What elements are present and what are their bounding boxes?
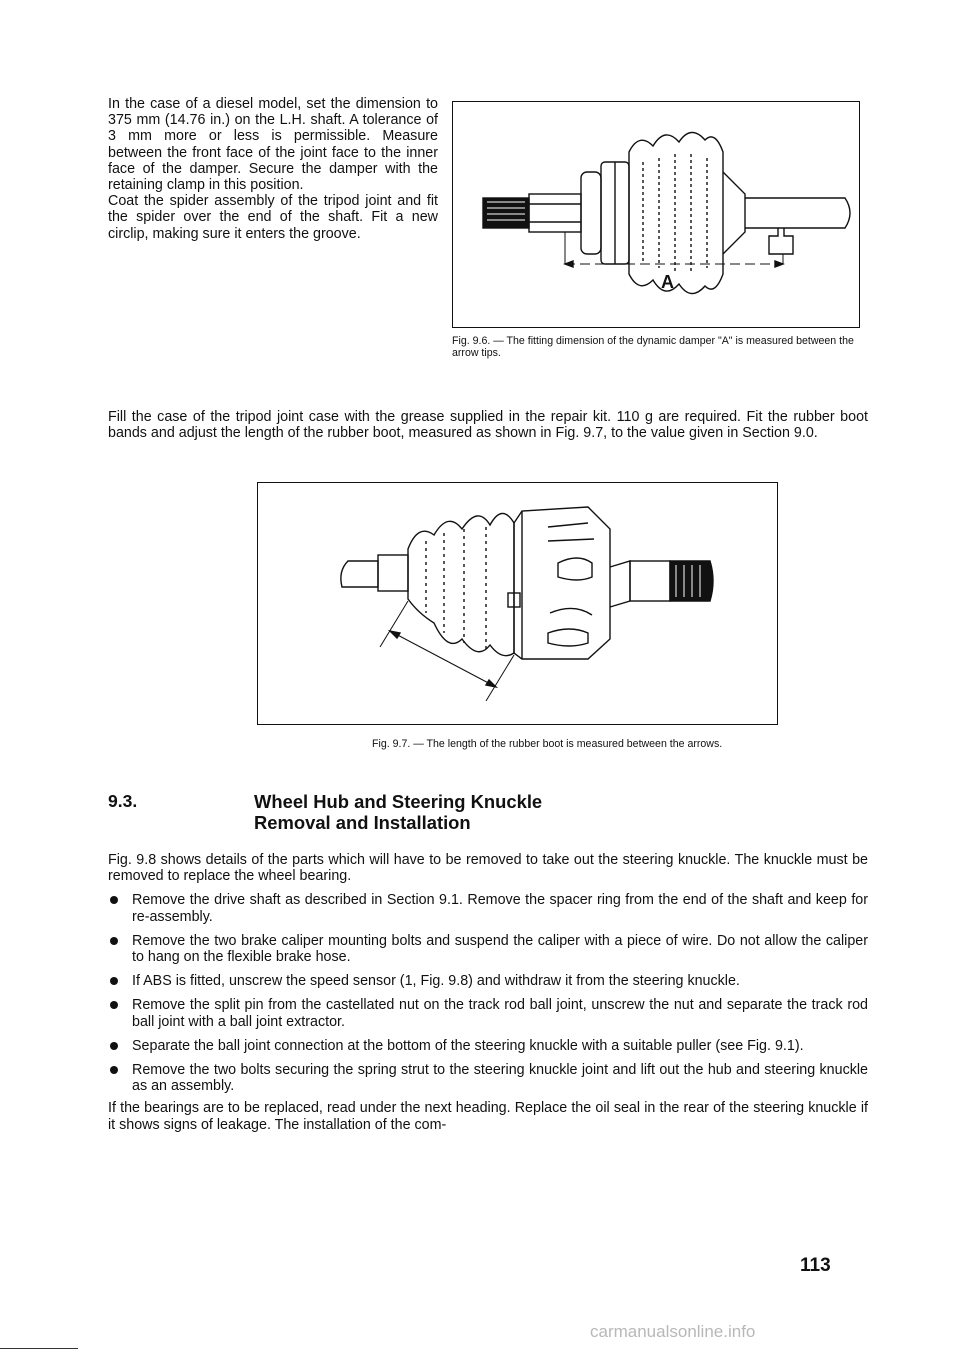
bullet-icon (110, 1042, 118, 1050)
section-intro-paragraph: Fig. 9.8 shows details of the parts which will have to be removed to take out the steering knuckle. The knuckle must be removed to replace the wheel bearing. (108, 852, 868, 885)
section-title (254, 791, 714, 833)
bullet-icon (110, 977, 118, 985)
step-text: Remove the two bolts securing the spring strut to the steering knuckle joint and lift out the hub and steering knuckle as an assembly. (132, 1062, 868, 1095)
bullet-icon (110, 1001, 118, 1009)
list-item (108, 1062, 868, 1094)
step-text: Remove the split pin from the castellated nut on the track rod ball joint, unscrew the nut and separate the track rod ball joint with a ball joint extractor. (132, 997, 868, 1030)
bullet-icon (110, 937, 118, 945)
step-text: Separate the ball joint connection at the bottom of the steering knuckle with a suitable puller (see Fig. 9.1). (132, 1037, 804, 1054)
figure-9-7-rubber-boot (257, 482, 778, 725)
section-body (108, 852, 868, 1141)
figure-9-6-caption: Fig. 9.6. — The fitting dimension of the dynamic damper "A" is measured between the arrow tips. (452, 335, 854, 359)
bullet-icon (110, 896, 118, 904)
bullet-icon (110, 1066, 118, 1074)
section-title-line-2: Removal and Installation (254, 812, 471, 833)
list-item (108, 933, 868, 965)
footer-rule (0, 1348, 78, 1349)
removal-steps-list (108, 892, 868, 1094)
step-text: If ABS is fitted, unscrew the speed sensor (1, Fig. 9.8) and withdraw it from the steering knuckle. (132, 973, 740, 990)
dimension-label-a: A (661, 272, 674, 292)
intro-paragraph-spider: Coat the spider assembly of the tripod joint and fit the spider over the end of the shaft. Fit a new circlip, making sure it enters the groove. (108, 193, 438, 242)
page-number: 113 (800, 1255, 831, 1276)
figure-9-7-caption: Fig. 9.7. — The length of the rubber boot is measured between the arrows. (372, 738, 723, 750)
intro-paragraph-diesel: In the case of a diesel model, set the dimension to 375 mm (14.76 in.) on the L.H. shaft. A tolerance of 3 mm more or less is permissible. Measure between the front face of the joint face to the inner face of the damper. Secure the damper with the retaining clamp in this position. (108, 96, 438, 194)
intro-text-block (108, 96, 438, 242)
section-number: 9.3. (108, 791, 138, 811)
step-text: Remove the two brake caliper mounting bolts and suspend the caliper with a piece of wire. Do not allow the caliper to hang on the flexible brake hose. (132, 932, 868, 966)
step-text: Remove the drive shaft as described in Section 9.1. Remove the spacer ring from the end of the shaft and keep for re-assembly. (132, 892, 868, 925)
figure-9-6-drive-shaft-damper (452, 101, 860, 328)
grease-fill-paragraph (108, 409, 868, 441)
section-title-line-1: Wheel Hub and Steering Knuckle (254, 791, 543, 812)
list-item (108, 892, 868, 924)
watermark-text: carmanualsonline.info (590, 1322, 756, 1341)
list-item (108, 997, 868, 1029)
grease-fill-text: Fill the case of the tripod joint case with the grease supplied in the repair kit. 110 g are required. Fit the rubber boot bands and adjust the length of the rubber boot, measured as shown in Fig. 9.7, to the value given in Section 9.0. (108, 409, 868, 442)
closing-paragraph: If the bearings are to be replaced, read under the next heading. Replace the oil seal in the rear of the steering knuckle if it shows signs of leakage. The installation of the com- (108, 1100, 868, 1133)
list-item (108, 973, 868, 989)
list-item (108, 1038, 868, 1054)
